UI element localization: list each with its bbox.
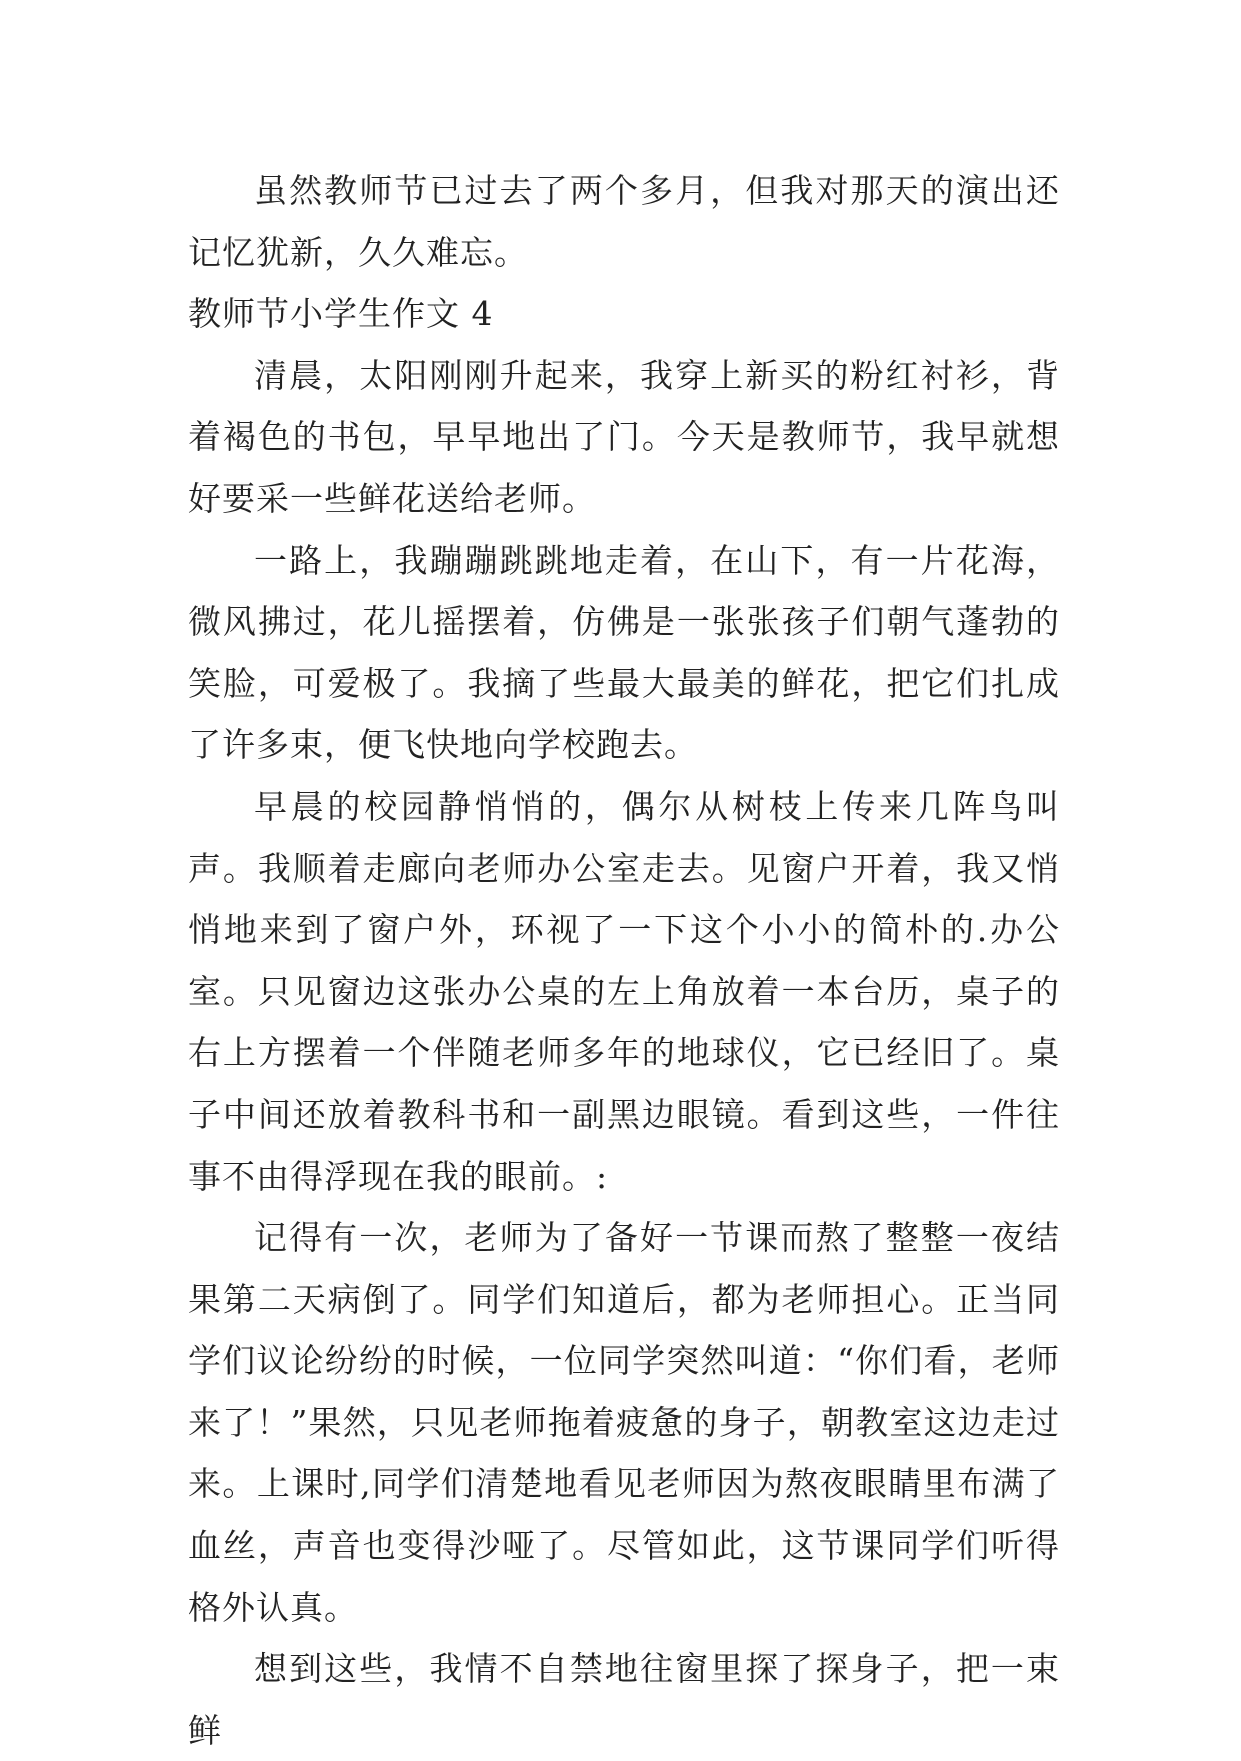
- paragraph-1: 虽然教师节已过去了两个多月，但我对那天的演出还记忆犹新，久久难忘。: [188, 171, 1060, 272]
- paragraph-4: 早晨的校园静悄悄的，偶尔从树枝上传来几阵鸟叫声。我顺着走廊向老师办公室走去。见窗户开着，我又悄悄地来到了窗户外，环视了一下这个小小的简朴的.办公室。只见窗边这张办公桌的左上角放着一本台历，桌子的右上方摆着一个伴随老师多年的地球仪，它已经旧了。桌子中间还放着教科书和一副黑边眼镜。看到这些，一件往事不由得浮现在我的眼前。:: [188, 786, 1060, 1196]
- paragraph-6: 想到这些，我情不自禁地往窗里探了探身子，把一束鲜: [188, 1649, 1060, 1750]
- document-body: [188, 160, 1060, 1761]
- paragraph-5: 记得有一次，老师为了备好一节课而熬了整整一夜结果第二天病倒了。同学们知道后，都为老师担心。正当同学们议论纷纷的时候，一位同学突然叫道：“你们看，老师来了！”果然，只见老师拖着疲惫的身子，朝教室这边走过来。上课时,同学们清楚地看见老师因为熬夜眼睛里布满了血丝，声音也变得沙哑了。尽管如此，这节课同学们听得格外认真。: [188, 1218, 1060, 1627]
- paragraph-3: 一路上，我蹦蹦跳跳地走着，在山下，有一片花海，微风拂过，花儿摇摆着，仿佛是一张张孩子们朝气蓬勃的笑脸，可爱极了。我摘了些最大最美的鲜花，把它们扎成了许多束，便飞快地向学校跑去。: [188, 540, 1060, 765]
- paragraph-2: 清晨，太阳刚刚升起来，我穿上新买的粉红衬衫，背着褐色的书包，早早地出了门。今天是教师节，我早就想好要采一些鲜花送给老师。: [188, 355, 1060, 518]
- section-heading: 教师节小学生作文 4: [188, 294, 494, 334]
